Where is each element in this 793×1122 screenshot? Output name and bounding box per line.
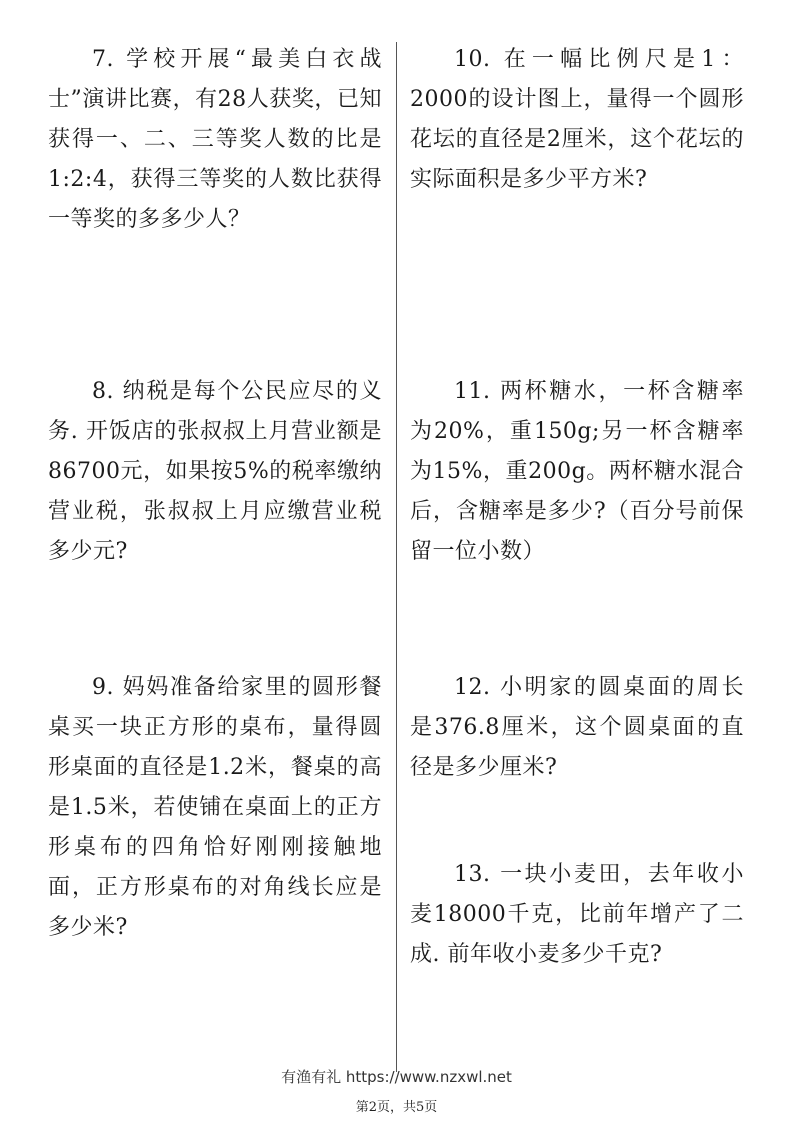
column-divider	[396, 42, 397, 1072]
problem-10: 10. 在一幅比例尺是1：2000的设计图上，量得一个圆形花坛的直径是2厘米，这个花坛的实际面积是多少平方米?	[410, 47, 744, 192]
page-number: 第2页，共5页	[355, 1100, 438, 1115]
problem-12: 12. 小明家的圆桌面的周长是376.8厘米，这个圆桌面的直径是多少厘米?	[410, 675, 744, 780]
problem-13: 13. 一块小麦田，去年收小麦18000千克，比前年增产了二成. 前年收小麦多少千克?	[410, 862, 744, 967]
watermark-text: 有渔有礼 https://www.nzxwl.net	[281, 1068, 512, 1086]
problem-7: 7. 学校开展“最美白衣战士”演讲比赛，有28人获奖，已知获得一、二、三等奖人数的比是1:2:4，获得三等奖的人数比获得一等奖的多多少人？	[48, 47, 382, 232]
problem-9: 9. 妈妈准备给家里的圆形餐桌买一块正方形的桌布，量得圆形桌面的直径是1.2米，餐桌的高是1.5米，若使铺在桌面上的正方形桌布的四角恰好刚刚接触地面，正方形桌布的对角线长应是多少米?	[48, 675, 382, 940]
problem-8: 8. 纳税是每个公民应尽的义务. 开饭店的张叔叔上月营业额是86700元，如果按5%的税率缴纳营业税，张叔叔上月应缴营业税多少元?	[48, 379, 382, 564]
problem-11: 11. 两杯糖水，一杯含糖率为20%，重150g;另一杯含糖率为15%，重200g。两杯糖水混合后，含糖率是多少?（百分号前保留一位小数）	[410, 379, 744, 564]
